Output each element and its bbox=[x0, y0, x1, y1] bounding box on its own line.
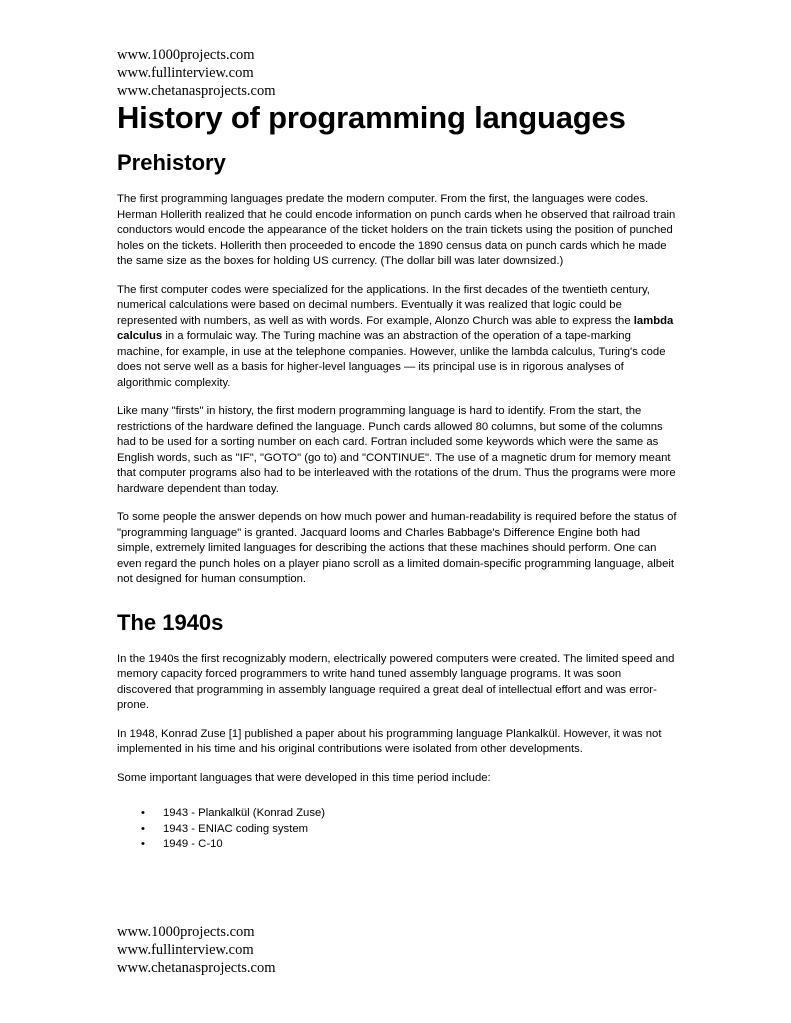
list-item bbox=[117, 822, 677, 838]
lambda-calculus-term: lambda calculus bbox=[117, 314, 674, 342]
header-link-1000projects: www.1000projects.com bbox=[117, 47, 255, 63]
document-page bbox=[117, 46, 677, 853]
list-item bbox=[117, 837, 677, 853]
footer-link-fullinterview: www.fullinterview.com bbox=[117, 942, 254, 958]
footer-link-chetanasprojects: www.chetanasprojects.com bbox=[117, 960, 276, 976]
bullet-icon: • bbox=[141, 838, 145, 850]
paragraph-firsts: Like many "firsts" in history, the first modern programming language is hard to identify. From the start, the restrictions of the hardware defined the language. Punch cards allowed 80 columns, but some of the columns had to be used for a sorting number on each card. Fortran included some keywords which were the same as English words, such as "IF", "GOTO" (go to) and "CONTINUE". The use of a magnetic drum for memory meant that computer programs also had to be interleaved with the rotations of the drum. Thus the programs were more hardware dependent than today. bbox=[117, 405, 676, 495]
paragraph-computer-codes-part-2: in a formulaic way. The Turing machine was an abstraction of the operation of a tape-marking machine, for example, in use at the telephone companies. However, unlike the lambda calculus, Turing's code does not serve well as a basis for higher-level languages — its principal use is in rigorous analyses of algorithmic complexity. bbox=[117, 330, 666, 389]
header-link-fullinterview: www.fullinterview.com bbox=[117, 65, 254, 81]
header-links bbox=[117, 46, 677, 100]
section-1940s bbox=[117, 610, 677, 853]
bullet-icon: • bbox=[141, 807, 145, 819]
paragraph-computer-codes bbox=[117, 283, 677, 392]
header-link-chetanasprojects: www.chetanasprojects.com bbox=[117, 83, 276, 99]
list-item-text: 1943 - Plankalkül (Konrad Zuse) bbox=[163, 807, 326, 819]
paragraph-human-readability: To some people the answer depends on how much power and human-readability is required before the status of "programming language" is granted. Jacquard looms and Charles Babbage's Difference Engine both had simple, extremely limited languages for describing the actions that these machines should perform. One can even regard the punch holes on a player piano scroll as a limited domain-specific programming language, albeit not designed for human consumption. bbox=[117, 511, 677, 585]
bullet-icon: • bbox=[141, 822, 145, 835]
paragraph-1940s-computers: In the 1940s the first recognizably modern, electrically powered computers were created. The limited speed and memory capacity forced programmers to write hand tuned assembly language programs. It was soon discovered that programming in assembly language required a great deal of intellectual effort and was error-prone. bbox=[117, 652, 675, 711]
page-title: History of programming languages bbox=[117, 100, 626, 135]
paragraph-computer-codes-part-1: The first computer codes were specialized for the applications. In the first decades of the twentieth century, numerical calculations were based on decimal numbers. Eventually it was realized that logic could be represented with numbers, as well as with words. For example, Alonzo Church was able to express the bbox=[117, 283, 650, 327]
footer-links bbox=[117, 923, 276, 977]
footer-link-1000projects: www.1000projects.com bbox=[117, 924, 255, 940]
list-item-text: 1949 - C-10 bbox=[163, 838, 223, 850]
section-heading-prehistory: Prehistory bbox=[117, 150, 226, 175]
section-prehistory bbox=[117, 150, 677, 588]
paragraph-zuse: In 1948, Konrad Zuse [1] published a paper about his programming language Plankalkül. However, it was not implemented in his time and his original contributions were isolated from other developments. bbox=[117, 727, 662, 755]
paragraph-hollerith: The first programming languages predate the modern computer. From the first, the languages were codes. Herman Hollerith realized that he could encode information on punch cards when he observed that railroad train conductors would encode the appearance of the ticket holders on the train tickets using the position of punched holes on the tickets. Hollerith then proceeded to encode the 1890 census data on punch cards which he made the same size as the boxes for holding US currency. (The dollar bill was later downsized.) bbox=[117, 193, 676, 267]
languages-list bbox=[117, 806, 677, 853]
list-item-text: 1943 - ENIAC coding system bbox=[163, 822, 309, 835]
list-item bbox=[117, 806, 677, 822]
paragraph-languages-intro: Some important languages that were developed in this time period include: bbox=[117, 771, 491, 784]
section-heading-1940s: The 1940s bbox=[117, 609, 224, 635]
